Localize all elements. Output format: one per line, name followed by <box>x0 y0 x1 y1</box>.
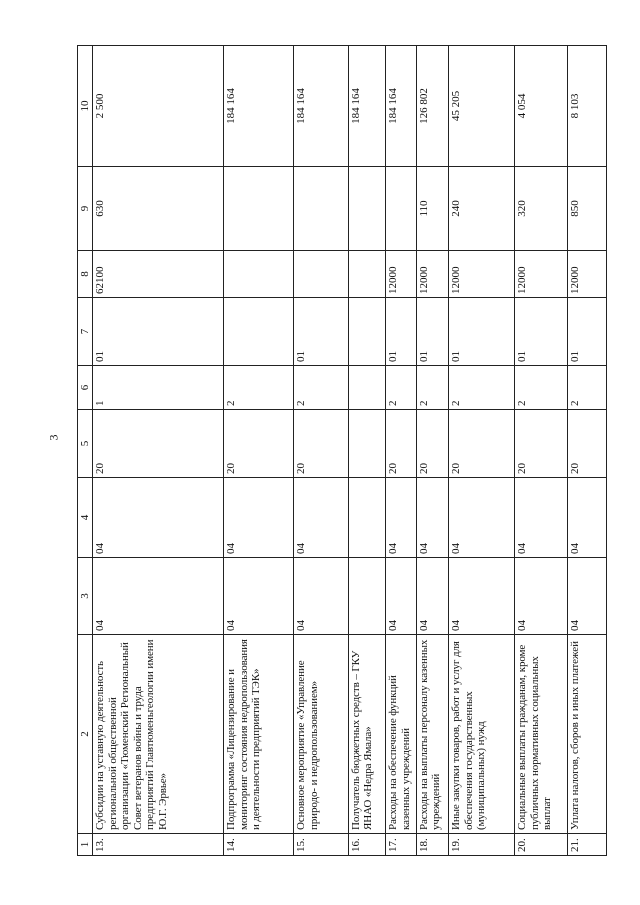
cell-col9: 320 <box>515 167 567 251</box>
row-name: Субсидии на уставную деятельность региональной общественной организации «Тюменский Региональный Совет ветеранов войны и труда предприятий Главтюменьгеологии имени Ю.Г. Эрвье» <box>93 635 224 834</box>
cell-col4: 04 <box>294 478 349 558</box>
cell-col10: 184 164 <box>348 46 385 167</box>
cell-col3: 04 <box>567 558 606 635</box>
row-name: Социальные выплаты гражданам, кроме публичных нормативных социальных выплат <box>515 635 567 834</box>
cell-col6 <box>348 366 385 410</box>
row-number: 21. <box>567 834 606 856</box>
col-number-4: 4 <box>78 478 93 558</box>
cell-col3: 04 <box>294 558 349 635</box>
cell-col7: 01 <box>93 298 224 366</box>
cell-col9 <box>348 167 385 251</box>
row-number: 17. <box>386 834 417 856</box>
cell-col5: 20 <box>449 410 515 478</box>
row-name: Уплата налогов, сборов и иных платежей <box>567 635 606 834</box>
cell-col9: 240 <box>449 167 515 251</box>
table-row <box>386 46 417 856</box>
table-row <box>294 46 349 856</box>
cell-col3: 04 <box>93 558 224 635</box>
row-number: 15. <box>294 834 349 856</box>
cell-col5: 20 <box>224 410 294 478</box>
cell-col10: 126 802 <box>416 46 449 167</box>
cell-col3: 04 <box>515 558 567 635</box>
cell-col9: 850 <box>567 167 606 251</box>
cell-col10: 45 205 <box>449 46 515 167</box>
row-name: Расходы на обеспечение функций казенных учреждений <box>386 635 417 834</box>
cell-col5: 20 <box>515 410 567 478</box>
cell-col6: 2 <box>224 366 294 410</box>
cell-col6: 1 <box>93 366 224 410</box>
cell-col10: 4 054 <box>515 46 567 167</box>
cell-col8 <box>294 251 349 298</box>
cell-col7: 01 <box>449 298 515 366</box>
page-number: 3 <box>46 434 61 441</box>
cell-col6: 2 <box>294 366 349 410</box>
cell-col8: 62100 <box>93 251 224 298</box>
cell-col3 <box>348 558 385 635</box>
row-name: Основное мероприятие «Управление природо- и недропользованием» <box>294 635 349 834</box>
cell-col6: 2 <box>386 366 417 410</box>
cell-col3: 04 <box>449 558 515 635</box>
cell-col10: 184 164 <box>224 46 294 167</box>
col-number-1: 1 <box>78 834 93 856</box>
cell-col3: 04 <box>386 558 417 635</box>
cell-col8: 12000 <box>386 251 417 298</box>
cell-col8: 12000 <box>567 251 606 298</box>
cell-col4: 04 <box>449 478 515 558</box>
cell-col9: 110 <box>416 167 449 251</box>
col-number-10: 10 <box>78 46 93 167</box>
cell-col4: 04 <box>515 478 567 558</box>
col-number-7: 7 <box>78 298 93 366</box>
row-number: 18. <box>416 834 449 856</box>
cell-col7 <box>224 298 294 366</box>
cell-col8: 12000 <box>449 251 515 298</box>
row-number: 14. <box>224 834 294 856</box>
cell-col9 <box>224 167 294 251</box>
cell-col7: 01 <box>386 298 417 366</box>
cell-col10: 184 164 <box>294 46 349 167</box>
cell-col5 <box>348 410 385 478</box>
cell-col6: 2 <box>567 366 606 410</box>
cell-col7: 01 <box>567 298 606 366</box>
cell-col8 <box>224 251 294 298</box>
table-row <box>93 46 224 856</box>
cell-col5: 20 <box>416 410 449 478</box>
cell-col8: 12000 <box>416 251 449 298</box>
cell-col4: 04 <box>567 478 606 558</box>
col-number-3: 3 <box>78 558 93 635</box>
table-row <box>416 46 449 856</box>
row-number: 13. <box>93 834 224 856</box>
col-number-2: 2 <box>78 635 93 834</box>
cell-col10: 184 164 <box>386 46 417 167</box>
cell-col8: 12000 <box>515 251 567 298</box>
cell-col5: 20 <box>386 410 417 478</box>
cell-col9: 630 <box>93 167 224 251</box>
table-row <box>224 46 294 856</box>
cell-col6: 2 <box>515 366 567 410</box>
row-number: 20. <box>515 834 567 856</box>
row-name: Иные закупки товаров, работ и услуг для обеспечения государственных (муниципальных) нужд <box>449 635 515 834</box>
row-name: Получатель бюджетных средств – ГКУ ЯНАО «Недра Ямала» <box>348 635 385 834</box>
cell-col4: 04 <box>93 478 224 558</box>
rotated-table-container <box>77 46 607 856</box>
column-number-row <box>78 46 93 856</box>
cell-col5: 20 <box>93 410 224 478</box>
row-name: Расходы на выплаты персоналу казенных учреждений <box>416 635 449 834</box>
cell-col7: 01 <box>416 298 449 366</box>
cell-col6: 2 <box>416 366 449 410</box>
cell-col10: 8 103 <box>567 46 606 167</box>
col-number-8: 8 <box>78 251 93 298</box>
cell-col4: 04 <box>386 478 417 558</box>
cell-col4 <box>348 478 385 558</box>
row-name: Подпрограмма «Лицензирование и мониторинг состояния недропользования и деятельности предприятий ТЭК» <box>224 635 294 834</box>
cell-col7: 01 <box>294 298 349 366</box>
cell-col7: 01 <box>515 298 567 366</box>
col-number-5: 5 <box>78 410 93 478</box>
cell-col3: 04 <box>416 558 449 635</box>
cell-col4: 04 <box>224 478 294 558</box>
cell-col5: 20 <box>294 410 349 478</box>
table-row <box>348 46 385 856</box>
cell-col9 <box>294 167 349 251</box>
cell-col4: 04 <box>416 478 449 558</box>
col-number-6: 6 <box>78 366 93 410</box>
cell-col5: 20 <box>567 410 606 478</box>
table-row <box>449 46 515 856</box>
row-number: 19. <box>449 834 515 856</box>
cell-col3: 04 <box>224 558 294 635</box>
cell-col10: 2 500 <box>93 46 224 167</box>
row-number: 16. <box>348 834 385 856</box>
cell-col6: 2 <box>449 366 515 410</box>
cell-col9 <box>386 167 417 251</box>
cell-col7 <box>348 298 385 366</box>
cell-col8 <box>348 251 385 298</box>
table-row <box>515 46 567 856</box>
col-number-9: 9 <box>78 167 93 251</box>
budget-table <box>77 45 607 856</box>
table-row <box>567 46 606 856</box>
